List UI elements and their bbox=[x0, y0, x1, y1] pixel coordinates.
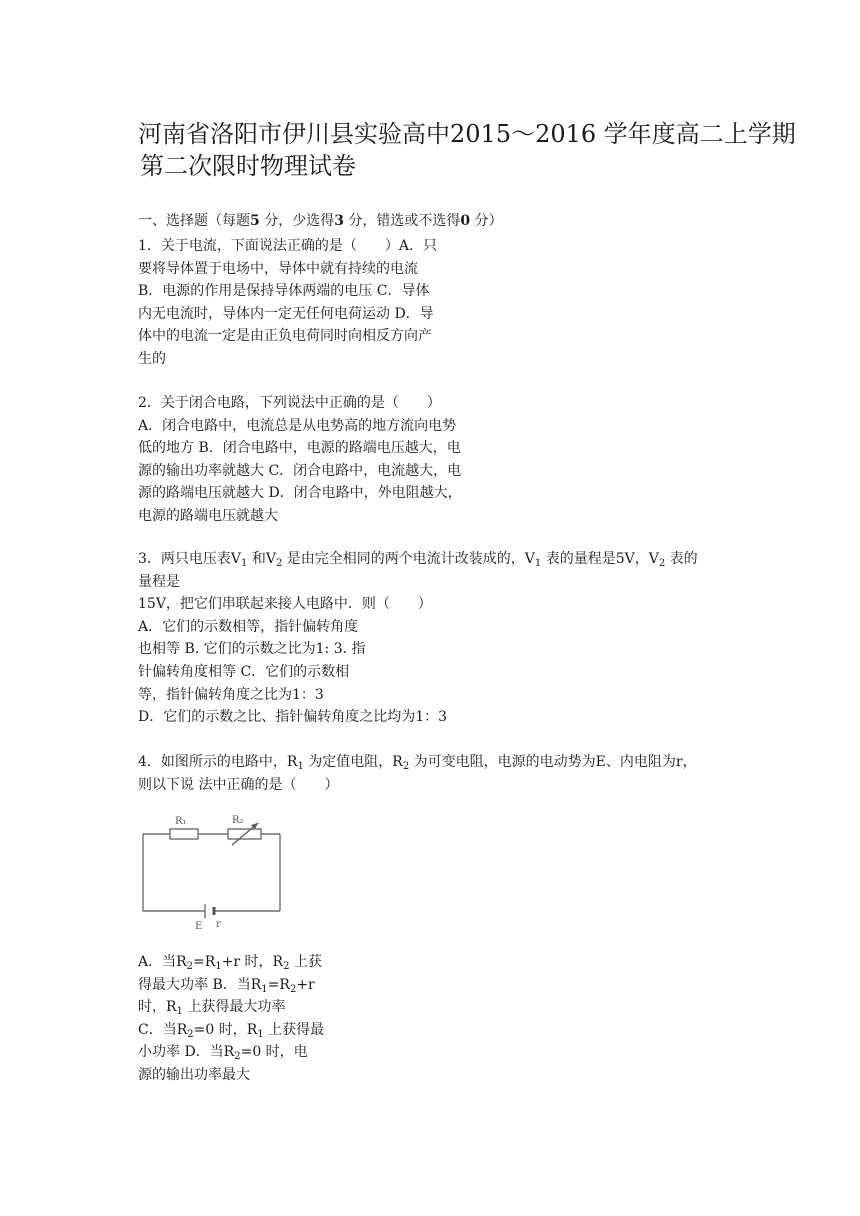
question-4-options bbox=[138, 951, 324, 1087]
question-line: 低的地方 B．闭合电路中，电源的路端电压越大，电 bbox=[138, 440, 461, 457]
label-r: r bbox=[216, 919, 221, 930]
question-line: 2．关于闭合电路，下列说法中正确的是（ ） bbox=[138, 395, 441, 411]
question-line: B．电源的作用是保持导体两端的电压 C．导体 bbox=[138, 283, 430, 300]
question-2 bbox=[138, 392, 462, 528]
question-line: 时，$R_1$ 上获得最大功率 bbox=[138, 999, 286, 1018]
question-1 bbox=[138, 235, 437, 371]
section-heading: 一、选择题（每题5 分，少选得3 分，错选或不选得0 分） bbox=[138, 213, 503, 229]
question-line: A．当$R_2=R_1+r$ 时，$R_2$ 上获 bbox=[138, 954, 322, 972]
question-line: 小功率 D．当$R_2=0$ 时，电 bbox=[138, 1044, 308, 1063]
question-line: 等，指针偏转角度之比为1：3 bbox=[138, 686, 324, 703]
question-line: 生的 bbox=[138, 350, 166, 367]
question-line: A．它们的示数相等，指针偏转角度 bbox=[138, 618, 359, 635]
circuit-diagram bbox=[138, 812, 288, 932]
question-line: 电源的路端电压就越大 bbox=[138, 507, 278, 524]
question-4 bbox=[138, 751, 697, 796]
title-line-2: 第二次限时物理试卷 bbox=[140, 152, 356, 180]
title-line-1: 河南省洛阳市伊川县实验高中2015～2016 学年度高二上学期 bbox=[138, 120, 796, 148]
question-line: 源的输出功率最大 bbox=[138, 1066, 250, 1083]
question-line: 得最大功率 B．当$R_1=R_2+r$ bbox=[138, 976, 315, 995]
question-line: 源的输出功率就越大 C．闭合电路中，电流越大，电 bbox=[138, 462, 462, 479]
question-line: C．当$R_2=0$ 时，$R_1$ 上获得最 bbox=[138, 1021, 325, 1040]
question-line: 也相等 B. 它们的示数之比为1: 3. 指 bbox=[138, 641, 366, 658]
question-line: 体中的电流一定是由正负电荷同时向相反方向产 bbox=[138, 328, 432, 345]
question-line: 3．两只电压表$V_1$ 和$V_2$ 是由完全相同的两个电流计改装成的，$V_1$ 表的量程是5V，$V_2$ 表的 bbox=[138, 551, 698, 569]
question-line: 4．如图所示的电路中，$R_1$ 为定值电阻，$R_2$ 为可变电阻，电源的电动势为E、内电阻为r， bbox=[138, 754, 697, 772]
label-e: E bbox=[195, 921, 203, 932]
question-line: D．它们的示数之比、指针偏转角度之比均为1：3 bbox=[138, 709, 448, 726]
label-r2: R₂ bbox=[232, 815, 244, 826]
question-line: 源的路端电压就越大 D．闭合电路中，外电阻越大， bbox=[138, 485, 462, 502]
question-line: A．闭合电路中，电流总是从电势高的地方流向电势 bbox=[138, 417, 457, 434]
question-line: 15V，把它们串联起来接人电路中．则（ ） bbox=[138, 596, 432, 613]
question-line: 针偏转角度相等 C．它们的示数相 bbox=[138, 663, 350, 680]
question-line: 则以下说 法中正确的是（ ） bbox=[138, 776, 339, 793]
question-line: 量程是 bbox=[138, 573, 180, 590]
question-3 bbox=[138, 548, 698, 729]
label-r1: R₁ bbox=[175, 816, 187, 827]
question-line: 要将导体置于电场中，导体中就有持续的电流 bbox=[138, 260, 418, 277]
exam-title bbox=[138, 118, 796, 182]
question-line: 1．关于电流，下面说法正确的是（ ）A．只 bbox=[138, 238, 438, 254]
resistor-r1 bbox=[170, 829, 198, 839]
question-line: 内无电流时，导体内一定无任何电荷运动 D．导 bbox=[138, 305, 434, 322]
